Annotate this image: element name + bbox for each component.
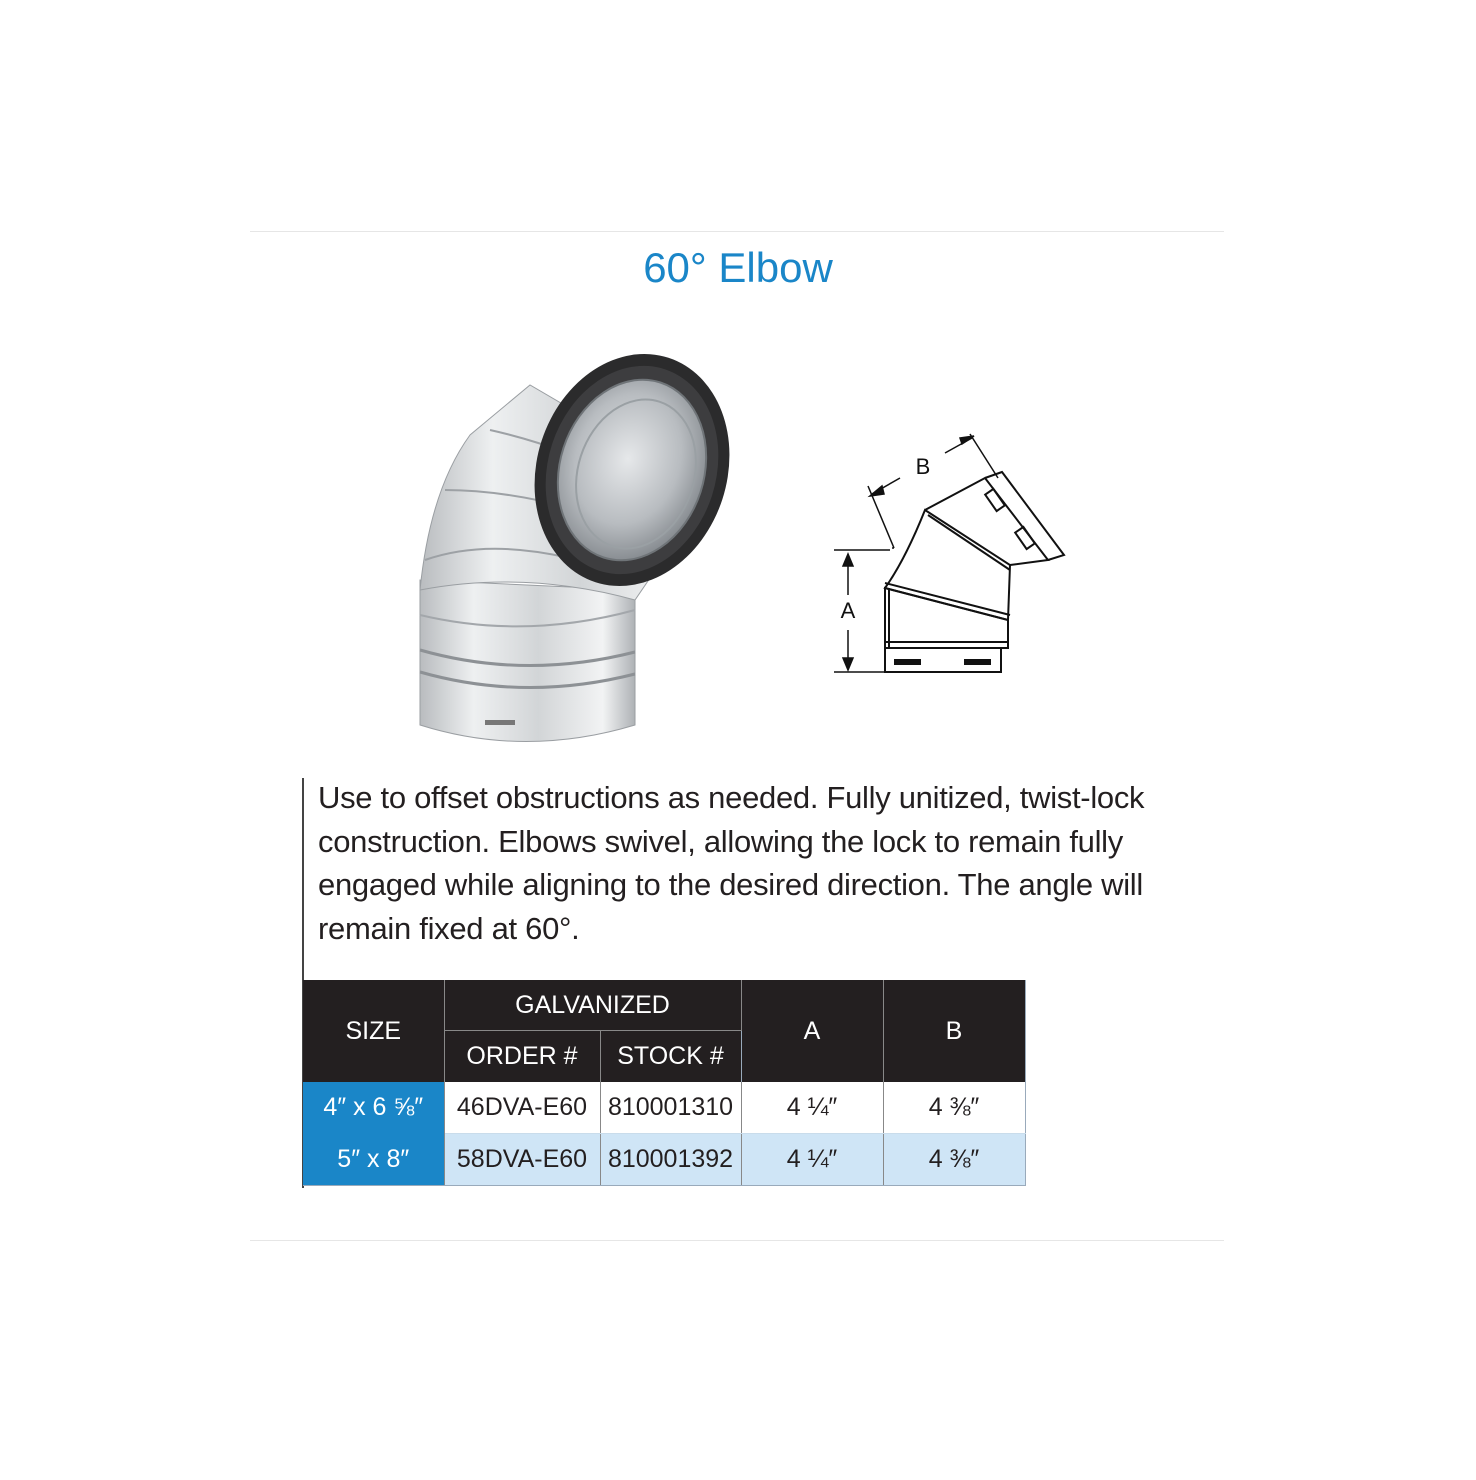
cell-b: 4 ⅜″ [883, 1082, 1025, 1134]
elbow-dimension-diagram [820, 420, 1070, 690]
cell-order: 46DVA-E60 [444, 1082, 600, 1134]
header-a: A [741, 980, 883, 1082]
header-galvanized: GALVANIZED [444, 980, 741, 1031]
cell-stock: 810001310 [600, 1082, 741, 1134]
bottom-divider [250, 1240, 1224, 1241]
dimension-b-label: B [915, 454, 931, 479]
cell-order: 58DVA-E60 [444, 1134, 600, 1186]
cell-stock: 810001392 [600, 1134, 741, 1186]
header-size: SIZE [303, 980, 444, 1082]
product-description: Use to offset obstructions as needed. Fully unitized, twist-lock construction. Elbows swivel, allowing the lock to remain fully engaged while aligning to the desired direction. The angle will remain fixed at 60°. [318, 780, 1145, 946]
header-order: ORDER # [444, 1031, 600, 1083]
cell-a: 4 ¼″ [741, 1082, 883, 1134]
cell-a: 4 ¼″ [741, 1134, 883, 1186]
dimension-a-label: A [840, 598, 856, 623]
top-divider [250, 231, 1224, 232]
spec-table [303, 980, 1026, 1186]
cell-size: 4″ x 6 ⅝″ [303, 1082, 444, 1134]
page-title: 60° Elbow [643, 244, 833, 291]
cell-size: 5″ x 8″ [303, 1134, 444, 1186]
elbow-product-image [400, 340, 740, 750]
cell-b: 4 ⅜″ [883, 1134, 1025, 1186]
table-row [303, 1134, 1025, 1186]
table-row [303, 1082, 1025, 1134]
header-b: B [883, 980, 1025, 1082]
header-stock: STOCK # [600, 1031, 741, 1083]
